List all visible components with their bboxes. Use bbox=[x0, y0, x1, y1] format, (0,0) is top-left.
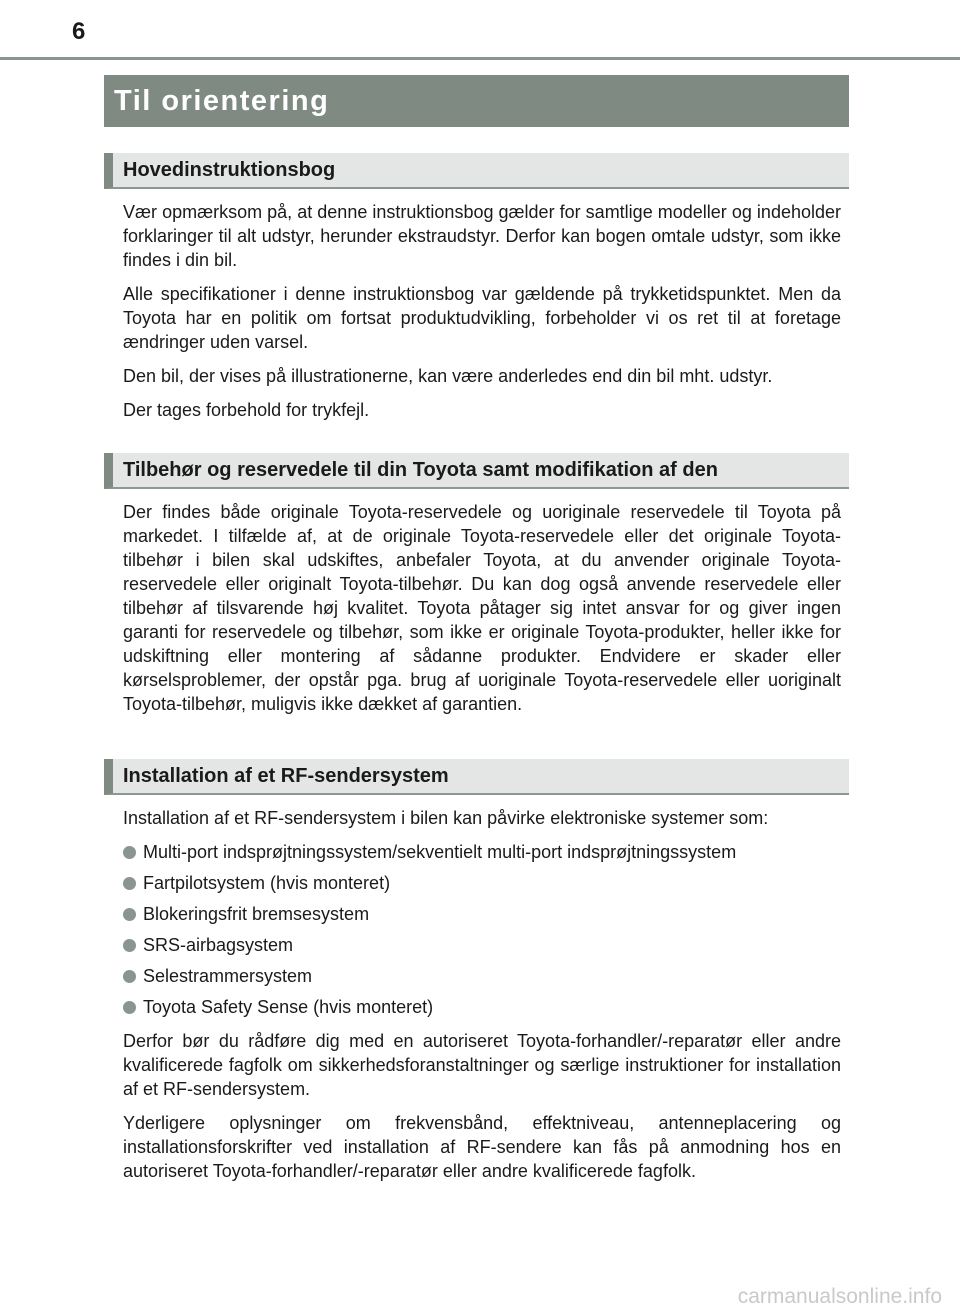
paragraph: Der findes både originale Toyota-reservedele og uoriginale reservedele til Toyota på markedet. I tilfælde af, at de originale Toyota-reservedele eller det originale Toyota-tilbehør i bilen skal udskiftes, anbefaler Toyota, at du anvender originale Toyota-reservedele eller originalt Toyota-tilbehør. Du kan dog også anvende reservedele eller tilbehør af tilsvarende høj kvalitet. Toyota påtager sig intet ansvar for og giver ingen garanti for reservedele og tilbehør, som ikke er originale Toyota-produkter, heller ikke for udskiftning eller montering af sådanne produkter. Endvidere er skader eller kørselsproblemer, der opstår pga. brug af uoriginale Toyota-reservedele eller uoriginalt Toyota-tilbehør, muligvis ikke dækket af garantien. bbox=[123, 502, 841, 714]
bullet-icon bbox=[123, 908, 136, 921]
paragraph: Alle specifikationer i denne instruktionsbog var gældende på trykketidspunktet. Men da Toyota har en politik om fortsat produktudvikling, forbeholder vi os ret til at foretage ændringer uden varsel. bbox=[123, 284, 841, 352]
bullet-icon bbox=[123, 1001, 136, 1014]
list-item: SRS-airbagsystem bbox=[123, 933, 841, 957]
section-heading-tilbehoer: Tilbehør og reservedele til din Toyota samt modifikation af den bbox=[104, 453, 849, 489]
intro-paragraph: Installation af et RF-sendersystem i bilen kan påvirke elektroniske systemer som: bbox=[123, 808, 769, 828]
list-item: Selestrammersystem bbox=[123, 964, 841, 988]
bullet-icon bbox=[123, 939, 136, 952]
bullet-icon bbox=[123, 970, 136, 983]
page-title: Til orientering bbox=[104, 75, 849, 127]
list-item: Fartpilotsystem (hvis monteret) bbox=[123, 871, 841, 895]
section-heading-rf-sendersystem: Installation af et RF-sendersystem bbox=[104, 759, 849, 795]
section-body-rf-sendersystem bbox=[123, 806, 841, 1193]
paragraph: Der tages forbehold for trykfejl. bbox=[123, 400, 370, 420]
paragraph: Derfor bør du rådføre dig med en autoriseret Toyota-forhandler/-reparatør eller andre kvalificerede fagfolk om sikkerhedsforanstaltninger og særlige instruktioner for installation af et RF-sendersystem. bbox=[123, 1031, 841, 1099]
paragraph: Vær opmærksom på, at denne instruktionsbog gælder for samtlige modeller og indeholder forklaringer til alt udstyr, herunder ekstraudstyr. Derfor kan bogen omtale udstyr, som ikke findes i din bil. bbox=[123, 202, 841, 270]
paragraph: Yderligere oplysninger om frekvensbånd, effektniveau, antenneplacering og installationsforskrifter ved installation af RF-sendere kan fås på anmodning hos en autoriseret Toyota-forhandler/-reparatør eller andre kvalificerede fagfolk. bbox=[123, 1113, 841, 1181]
page-number: 6 bbox=[72, 18, 86, 45]
bullet-icon bbox=[123, 846, 136, 859]
paragraph: Den bil, der vises på illustrationerne, kan være anderledes end din bil mht. udstyr. bbox=[123, 366, 773, 386]
bullet-list bbox=[123, 840, 841, 1019]
list-item: Multi-port indsprøjtningssystem/sekventielt multi-port indsprøjtningssystem bbox=[123, 840, 841, 864]
list-item: Toyota Safety Sense (hvis monteret) bbox=[123, 995, 841, 1019]
section-heading-hovedinstruktionsbog: Hovedinstruktionsbog bbox=[104, 153, 849, 189]
header-rule bbox=[0, 57, 960, 60]
section-body-hovedinstruktionsbog bbox=[123, 200, 841, 432]
list-item: Blokeringsfrit bremsesystem bbox=[123, 902, 841, 926]
bullet-icon bbox=[123, 877, 136, 890]
watermark: carmanualsonline.info bbox=[737, 1285, 942, 1308]
section-body-tilbehoer bbox=[123, 500, 841, 726]
